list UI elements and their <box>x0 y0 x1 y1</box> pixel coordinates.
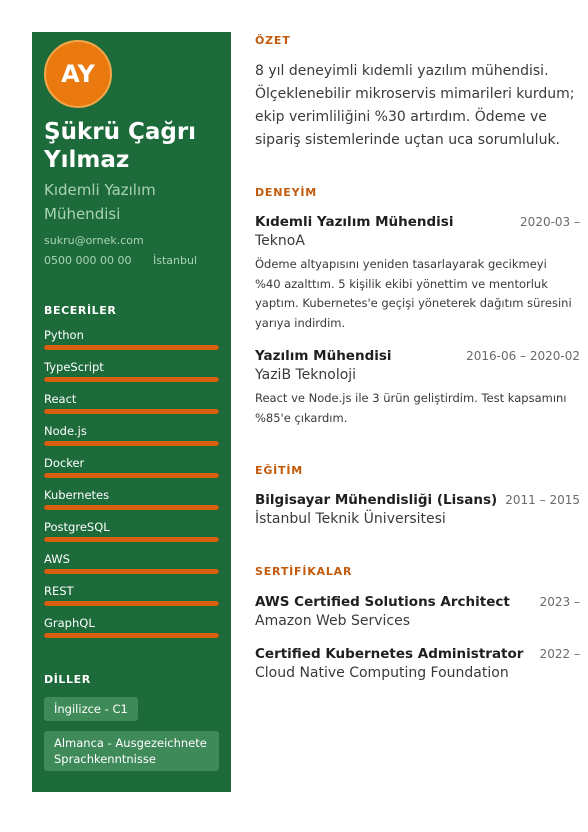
certificates-heading: SERTİFİKALAR <box>255 565 353 578</box>
skill-label: Python <box>44 328 84 342</box>
job-description: React ve Node.js ile 3 ürün geliştirdim. Test kapsamını %85'e çıkardım. <box>255 391 567 425</box>
job-role: Yazılım Mühendisi <box>255 348 392 364</box>
certificate-name: AWS Certified Solutions Architect <box>255 594 510 610</box>
skill-item <box>44 616 219 648</box>
experience-heading: DENEYİM <box>255 186 317 199</box>
skill-label: Docker <box>44 456 85 470</box>
skill-label: REST <box>44 584 74 598</box>
skill-item <box>44 552 219 584</box>
full-name: Şükrü Çağrı Yılmaz <box>44 119 197 173</box>
skill-bar-fill <box>44 601 219 606</box>
skill-item <box>44 392 219 424</box>
degree-name: Bilgisayar Mühendisliği (Lisans) <box>255 492 498 508</box>
skill-bar <box>44 601 219 606</box>
certificate-entry <box>255 646 580 681</box>
skill-bar-fill <box>44 377 219 382</box>
skill-bar-fill <box>44 409 219 414</box>
city-text: İstanbul <box>153 254 198 267</box>
languages-list <box>44 697 219 781</box>
company-name: TeknoA <box>255 233 305 249</box>
skill-label: React <box>44 392 77 406</box>
language-badge: Almanca - Ausgezeichnete Sprachkenntnisse <box>44 731 219 771</box>
avatar: AY <box>44 40 112 108</box>
certificate-issuer: Cloud Native Computing Foundation <box>255 665 509 681</box>
school-name: İstanbul Teknik Üniversitesi <box>255 511 446 527</box>
certificate-date: 2022 – <box>539 647 580 661</box>
language-badge: İngilizce - C1 <box>44 697 138 721</box>
skill-label: PostgreSQL <box>44 520 110 534</box>
skill-item <box>44 360 219 392</box>
job-date: 2020-03 – <box>520 215 580 229</box>
skill-item <box>44 520 219 552</box>
skill-bar <box>44 345 219 350</box>
skill-bar-fill <box>44 473 219 478</box>
certificate-issuer: Amazon Web Services <box>255 613 411 629</box>
certificate-entry <box>255 594 580 629</box>
skill-bar-fill <box>44 505 219 510</box>
skills-list <box>44 328 219 648</box>
certificate-name: Certified Kubernetes Administrator <box>255 646 524 662</box>
skill-item <box>44 328 219 360</box>
job-title: Kıdemli Yazılım Mühendisi <box>44 181 156 223</box>
skill-bar <box>44 409 219 414</box>
skill-item <box>44 456 219 488</box>
job-description: Ödeme altyapısını yeniden tasarlayarak gecikmeyi %40 azalttım. 5 kişilik ekibi yönettim ve mentorluk yaptım. Kubernetes'e geçişi yöneterek dağıtım süresini yarıya indirdim. <box>255 257 572 330</box>
skill-label: AWS <box>44 552 70 566</box>
education-heading: EĞİTİM <box>255 464 303 477</box>
education-date: 2011 – 2015 <box>505 493 580 507</box>
summary-text: 8 yıl deneyimli kıdemli yazılım mühendisi. Ölçeklenebilir mikroservis mimarileri kurdum; ekip verimliliğini %30 artırdım. Ödeme ve sipariş sistemlerinde uçtan uca sorumluluk. <box>255 63 575 148</box>
skill-bar <box>44 505 219 510</box>
skill-label: TypeScript <box>44 360 104 374</box>
job-date: 2016-06 – 2020-02 <box>466 349 580 363</box>
skill-label: Kubernetes <box>44 488 110 502</box>
skill-bar-fill <box>44 569 219 574</box>
skill-bar <box>44 537 219 542</box>
skill-bar-fill <box>44 537 219 542</box>
skill-bar <box>44 441 219 446</box>
skill-item <box>44 584 219 616</box>
email-text: sukru@ornek.com <box>44 234 144 247</box>
phone-text: 0500 000 00 00 <box>44 254 132 267</box>
skill-bar <box>44 473 219 478</box>
job-role: Kıdemli Yazılım Mühendisi <box>255 214 454 230</box>
sidebar <box>32 32 231 792</box>
experience-entry <box>255 214 580 333</box>
skill-bar-fill <box>44 441 219 446</box>
languages-heading: DİLLER <box>44 673 91 686</box>
skills-heading: BECERİLER <box>44 304 117 317</box>
skill-bar <box>44 377 219 382</box>
certificate-date: 2023 – <box>539 595 580 609</box>
skill-bar <box>44 633 219 638</box>
summary-heading: ÖZET <box>255 34 291 47</box>
skill-item <box>44 424 219 456</box>
skill-bar-fill <box>44 345 219 350</box>
experience-entry <box>255 348 580 428</box>
company-name: YaziB Teknoloji <box>255 367 357 383</box>
skill-bar-fill <box>44 633 219 638</box>
education-entry <box>255 492 580 527</box>
skill-bar <box>44 569 219 574</box>
skill-item <box>44 488 219 520</box>
skill-label: GraphQL <box>44 616 95 630</box>
skill-label: Node.js <box>44 424 87 438</box>
